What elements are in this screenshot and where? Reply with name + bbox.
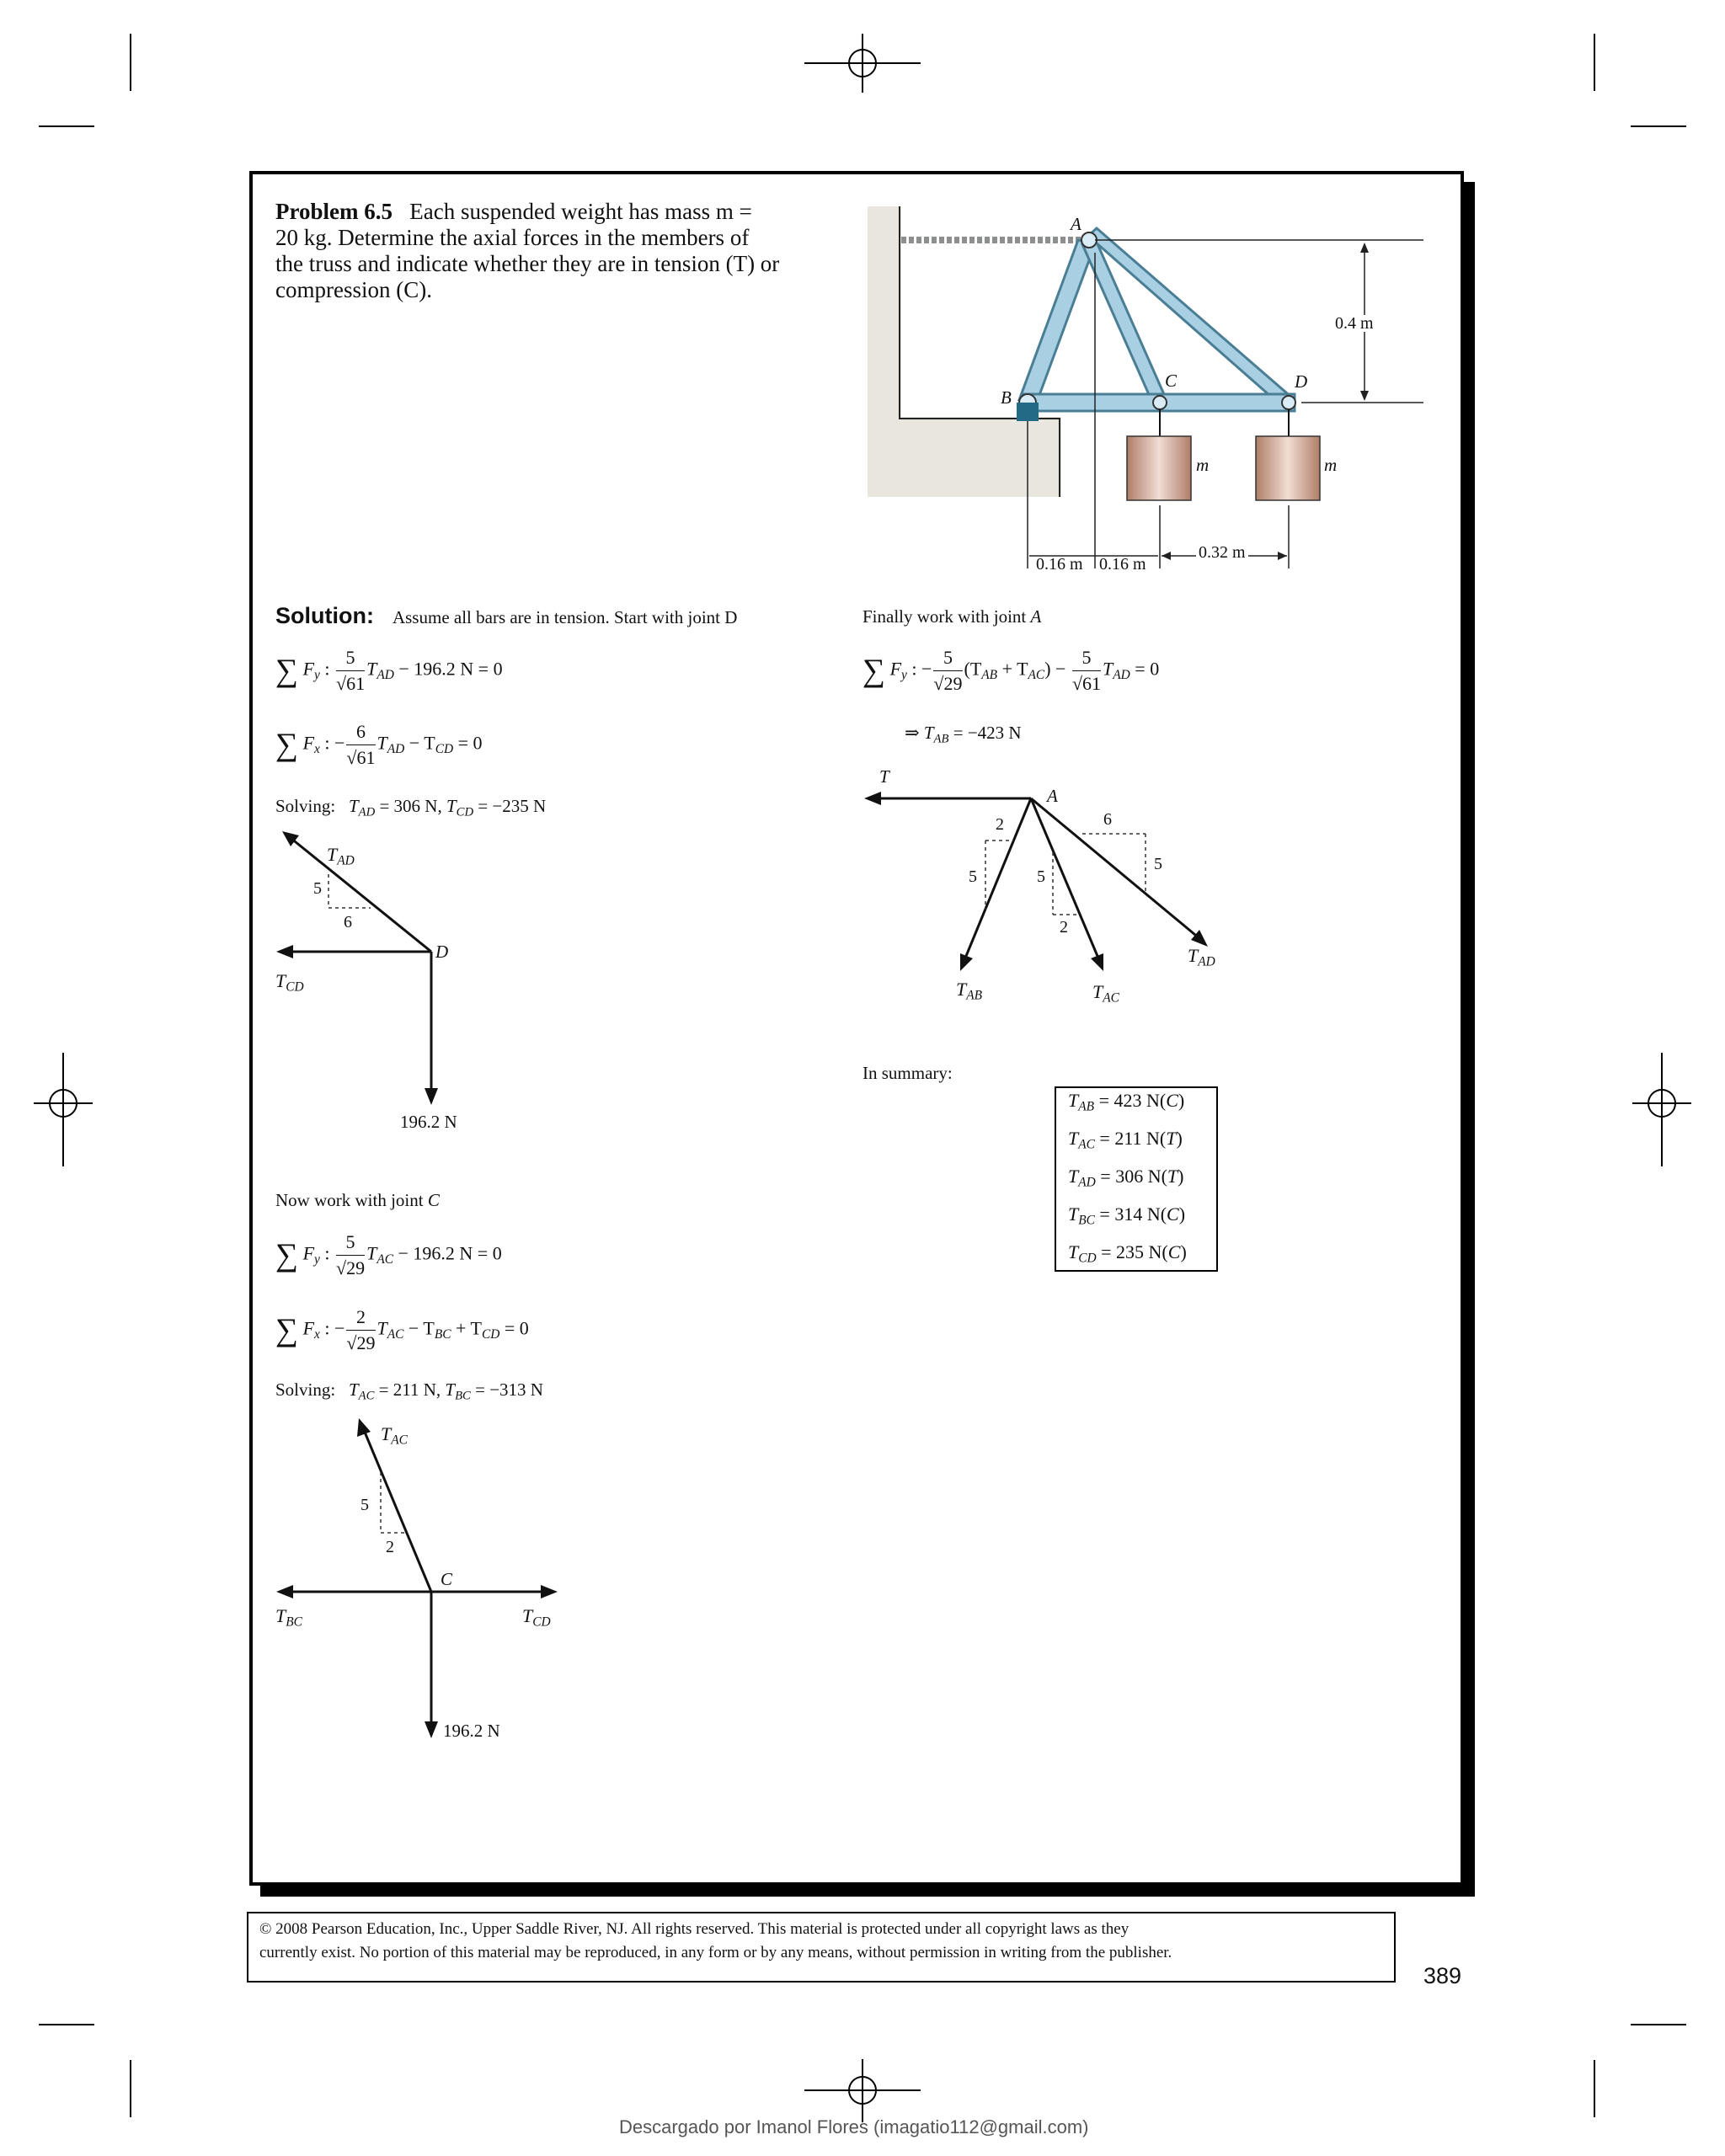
summary-label: In summary: xyxy=(862,1063,953,1083)
problem-line-4: compression (C). xyxy=(275,277,432,302)
fbd-d-tcd: $T_{CD}$ xyxy=(275,970,304,995)
joint-a-intro: Finally work with joint A xyxy=(862,606,1042,627)
label-mass-d: m xyxy=(1324,455,1338,475)
fbd-c-two: 2 xyxy=(386,1538,394,1556)
label-mass-c: m xyxy=(1196,455,1210,475)
solution-heading: Solution: xyxy=(275,603,374,628)
fbd-a-six: 6 xyxy=(1103,810,1112,829)
fbd-d-load: 196.2 N xyxy=(400,1112,457,1132)
fbd-c-load: 196.2 N xyxy=(443,1721,500,1741)
summary-row-bc: $T_{BC} = 314$ N(C) xyxy=(1068,1203,1186,1228)
eq-d-fx: ∑ $F_x$ : − $\frac{6}{√61}$ $T_{AD} - T_{CD} = 0$ xyxy=(275,721,483,768)
summary-row-ad: $T_{AD} = 306$ N(T) xyxy=(1068,1166,1184,1190)
dim-d1: 0.16 m xyxy=(1036,555,1083,574)
fbd-d-label: D xyxy=(435,942,449,962)
problem-line-3: the truss and indicate whether they are in tension (T) or xyxy=(275,251,780,276)
problem-line-1: Each suspended weight has mass m = xyxy=(409,199,752,224)
fbd-a-tad: $T_{AD}$ xyxy=(1188,945,1215,969)
fbd-a-two-top: 2 xyxy=(996,815,1004,834)
fbd-c-label: C xyxy=(441,1569,453,1589)
dim-height: 0.4 m xyxy=(1335,314,1374,333)
label-joint-a: A xyxy=(1071,214,1081,234)
fbd-c-tac: $T_{AC}$ xyxy=(381,1423,408,1448)
dim-d2: 0.16 m xyxy=(1099,555,1146,574)
label-joint-b: B xyxy=(1001,387,1012,408)
solution-intro: Assume all bars are in tension. Start with joint D xyxy=(392,607,738,627)
fbd-c-five: 5 xyxy=(360,1496,369,1514)
copyright-line-1: © 2008 Pearson Education, Inc., Upper Saddle River, NJ. All rights reserved. This material is protected under all copyright laws as they xyxy=(259,1920,1130,1938)
label-joint-c: C xyxy=(1165,371,1178,391)
fbd-a-five-right: 5 xyxy=(1154,855,1162,873)
fbd-a-five-mid: 5 xyxy=(1037,867,1045,886)
fbd-c-tbc: $T_{BC}$ xyxy=(275,1605,302,1630)
problem-heading: Problem 6.5 xyxy=(275,199,393,224)
eq-a-fy: ∑ $F_y$ : − $\frac{5}{√29}$ $(T_{AB} + T_{AC})$ − $\frac{5}{√61}$ $T_{AD} = 0$ xyxy=(862,647,1160,694)
eq-c-fy: ∑ $F_y$ : $\frac{5}{√29}$ $T_{AC} - 196.2$ N = 0 xyxy=(275,1231,502,1278)
dim-d3: 0.32 m xyxy=(1196,544,1248,561)
summary-row-ac: $T_{AC} = 211$ N(T) xyxy=(1068,1128,1183,1152)
summary-row-ab: $T_{AB} = 423$ N(C) xyxy=(1068,1090,1185,1114)
fbd-a-two-bottom: 2 xyxy=(1060,918,1068,937)
fbd-a-label: A xyxy=(1047,786,1058,806)
page-number: 389 xyxy=(1423,1963,1462,1988)
eq-d-fy: ∑ $F_y$ : $\frac{5}{√61}$ $T_{AD} - 196.2$ N = 0 xyxy=(275,647,503,694)
summary-row-cd: $T_{CD} = 235$ N(C) xyxy=(1068,1241,1187,1266)
problem-line-2: 20 kg. Determine the axial forces in the members of xyxy=(275,225,750,250)
eq-c-fx: ∑ $F_x$ : − $\frac{2}{√29}$ $T_{AC} - T_{BC} + T_{CD} = 0$ xyxy=(275,1306,529,1353)
joint-a-result: ⇒ $T_{AB} = -423$ N xyxy=(905,723,1022,746)
fbd-a-five-left: 5 xyxy=(969,867,977,886)
fbd-a-tab: $T_{AB}$ xyxy=(956,979,983,1003)
fbd-d-six: 6 xyxy=(344,913,352,931)
solving-d: Solving: $T_{AD} = 306$ N, $T_{CD} = -235$ N xyxy=(275,796,547,819)
joint-c-intro: Now work with joint C xyxy=(275,1190,440,1210)
download-note: Descargado por Imanol Flores (imagatio112@gmail.com) xyxy=(619,2116,1089,2137)
fbd-a-t: T xyxy=(879,766,889,787)
copyright-line-2: currently exist. No portion of this material may be reproduced, in any form or by any means, without permission in writing from the publisher. xyxy=(259,1944,1172,1961)
fbd-a-tac: $T_{AC}$ xyxy=(1092,981,1119,1006)
fbd-d-tad: $T_{AD}$ xyxy=(327,844,355,868)
label-joint-d: D xyxy=(1295,371,1308,392)
fbd-d-five: 5 xyxy=(313,879,322,898)
solving-c: Solving: $T_{AC} = 211$ N, $T_{BC} = -313$ N xyxy=(275,1380,543,1403)
fbd-c-tcd: $T_{CD}$ xyxy=(522,1605,551,1630)
